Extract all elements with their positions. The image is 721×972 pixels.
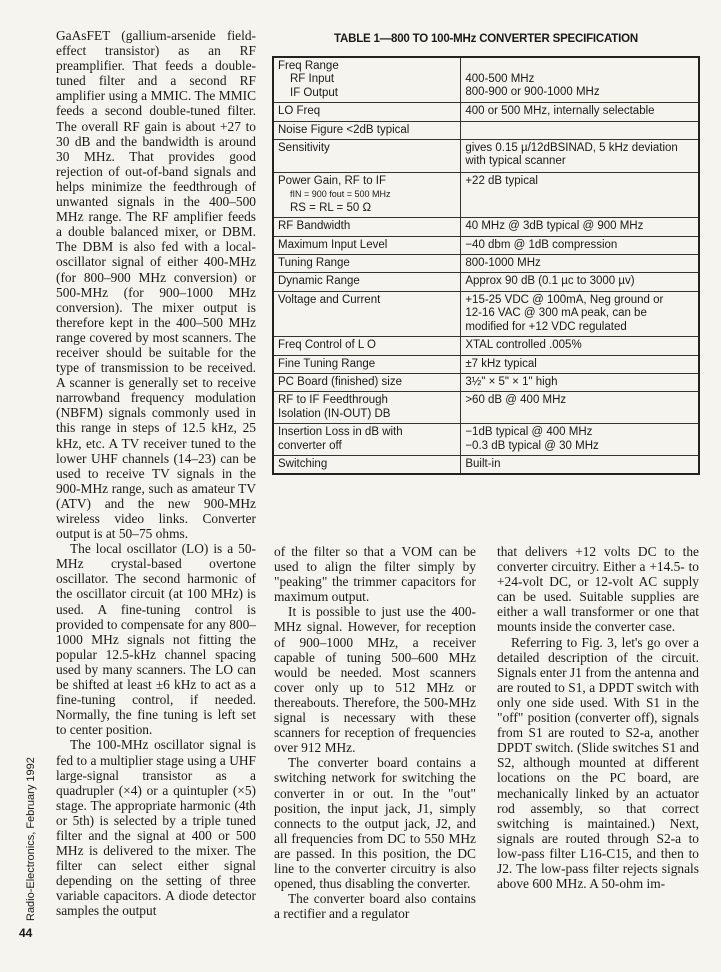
paragraph: of the filter so that a VOM can be used to align the filter simply by "peaking" the trimmer capacitors for maximum output. [274,544,476,605]
param-cell: Tuning Range [273,255,461,273]
value-cell: 400-500 MHz 800-900 or 900-1000 MHz [461,57,699,103]
paragraph: It is possible to just use the 400-MHz signal. However, for reception of 900–1000 MHz, a receiver capable of tuning 500–600 MHz would be needed. Most scanners cover only up to 512 MHz or thereabouts. Therefore, the 500-MHz signal is necessary with these scanners for reception of frequencies over 912 MHz. [274,604,476,756]
article-column-1 [56,28,256,919]
param-cell: Switching [273,455,461,474]
value-cell: 40 MHz @ 3dB typical @ 900 MHz [461,218,699,236]
article-column-3 [497,544,699,891]
table-row [273,392,699,424]
paragraph: Referring to Fig. 3, let's go over a detailed description of the circuit. Signals enter J1 from the antenna and are routed to S1, a DPDT switch with only one side used. With S1 in the "off" position (converter off), signals from S1 are routed to S2-a, another DPDT switch. (Slide switches S1 and S2, although mounted at different locations on the PC board, are mechanically linked by an actuator rod assembly, so that correct switching is maintained.) Next, signals are routed through S2-a to low-pass filter L16-C15, and then to J2. The low-pass filter rejects signals above 600 MHz. A 50-ohm im- [497,634,699,892]
value-cell: 800-1000 MHz [461,255,699,273]
value-cell: +15-25 VDC @ 100mA, Neg ground or 12-16 VAC @ 300 mA peak, can be modified for +12 VDC regulated [461,291,699,336]
value-cell: −40 dbm @ 1dB compression [461,236,699,254]
param-cell: LO Freq [273,103,461,121]
table-row [273,373,699,391]
param-cell: Insertion Loss in dB with converter off [273,424,461,456]
table-row [273,337,699,355]
table-row [273,355,699,373]
table-row [273,291,699,336]
article-column-2 [274,544,476,921]
param-cell: Maximum Input Level [273,236,461,254]
value-cell: +22 dB typical [461,173,699,218]
table-row [273,121,699,139]
magazine-credit: Radio-Electronics, February 1992 [25,757,37,921]
table-row [273,140,699,173]
value-cell: 400 or 500 MHz, internally selectable [461,103,699,121]
value-cell: Approx 90 dB (0.1 µc to 3000 µv) [461,273,699,291]
param-cell: Sensitivity [273,140,461,173]
value-cell: XTAL controlled .005% [461,337,699,355]
table-row [273,255,699,273]
table-row [273,455,699,474]
param-cell: Fine Tuning Range [273,355,461,373]
param-cell: Freq Range RF Input IF Output [273,57,461,103]
table-row [273,103,699,121]
param-cell: RF Bandwidth [273,218,461,236]
table-row [273,173,699,218]
paragraph: The converter board also contains a rectifier and a regulator [274,891,476,922]
side-caption [16,700,37,930]
value-cell: −1dB typical @ 400 MHz −0.3 dB typical @ 30 MHz [461,424,699,456]
param-cell: Power Gain, RF to IF fIN = 900 fout = 500 MHz RS = RL = 50 Ω [273,173,461,218]
paragraph: The local oscillator (LO) is a 50-MHz crystal-based overtone oscillator. The second harmonic of the oscillator circuit (at 100 MHz) is used. A fine-tuning control is provided to compensate for any 800–1000 MHz signals not fitting the popular 12.5-kHz channel spacing used by many scanners. The LO can be shifted at least ±6 kHz to act as a fine-tuning control, if needed. Normally, the fine tuning is left set to center position. [56,541,256,738]
spec-table [272,56,700,475]
paragraph: The 100-MHz oscillator signal is fed to a multiplier stage using a UHF large-signal transistor as a quadrupler (×4) or a quintupler (×5) stage. The appropriate harmonic (4th or 5th) is selected by a triple tuned filter and the signal at 400 or 500 MHz is delivered to the mixer. The filter can select either signal depending on the setting of three variable capacitors. A diode detector samples the output [56,737,256,919]
value-cell: 3½" × 5" × 1" high [461,373,699,391]
value-cell: ±7 kHz typical [461,355,699,373]
param-cell: RF to IF Feedthrough Isolation (IN-OUT) DB [273,392,461,424]
table-row [273,236,699,254]
paragraph: The converter board contains a switching network for switching the converter in or out. In the "out" position, the input jack, J1, simply connects to the output jack, J2, and all frequencies from DC to 550 MHz are passed. In this position, the DC line to the converter circuitry is also opened, thus disabling the converter. [274,755,476,892]
value-cell [461,121,699,139]
param-cell: PC Board (finished) size [273,373,461,391]
value-cell: gives 0.15 µ/12dBSINAD, 5 kHz deviation with typical scanner [461,140,699,173]
paragraph: that delivers +12 volts DC to the converter circuitry. Either a +14.5- to +24-volt DC, or 12-volt AC supply can be used. Suitable supplies are either a wall transformer or one that mounts inside the converter case. [497,544,699,635]
value-cell: Built-in [461,455,699,474]
table-row [273,218,699,236]
param-cell: Noise Figure <2dB typical [273,121,461,139]
table-row [273,57,699,103]
paragraph: GaAsFET (gallium-arsenide field-effect transistor) as an RF preamplifier. That feeds a double-tuned filter and a second RF amplifier using a MMIC. The MMIC feeds a second double-tuned filter. The overall RF gain is about +27 to 30 dB and the bandwidth is around 30 MHz. That provides good rejection of out-of-band signals and helps minimize the feedthrough of unwanted signals in the 400–500 MHz range. The RF amplifier feeds a double balanced mixer, or DBM. The DBM is also fed with a local-oscillator signal of either 400-MHz (for 800–900 MHz conversion) or 500-MHz (for 900–1000 MHz conversion). The mixer output is therefore kept in the 400–500 MHz range covered by most scanners. The receiver should be suitable for the type of transmission to be received. A scanner is generally set to receive narrowband frequency modulation (NBFM) signals commonly used in this range in steps of 12.5 kHz, 25 kHz, etc. A TV receiver tuned to the lower UHF channels (14–23) can be used to receive TV signals in the 900-MHz range, such as amateur TV (ATV) and the new 900-MHz wireless video links. Converter output is at 50–75 ohms. [56,28,256,542]
table-title: TABLE 1—800 TO 100-MHz CONVERTER SPECIFICATION [334,33,638,45]
param-cell: Dynamic Range [273,273,461,291]
page-number: 44 [19,926,33,940]
param-cell: Voltage and Current [273,291,461,336]
table-row [273,424,699,456]
table-row [273,273,699,291]
value-cell: >60 dB @ 400 MHz [461,392,699,424]
param-cell: Freq Control of L O [273,337,461,355]
